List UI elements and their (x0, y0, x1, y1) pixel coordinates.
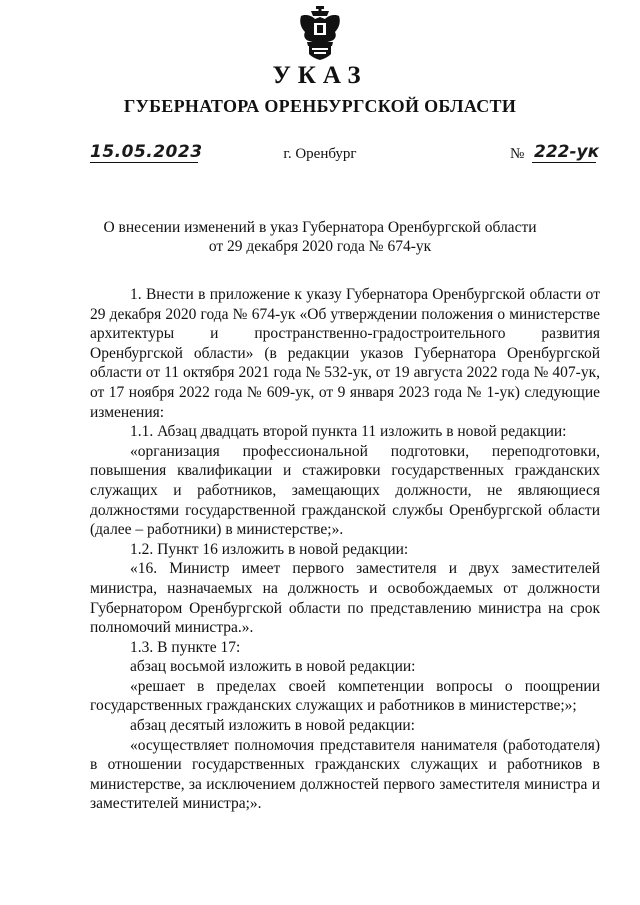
paragraph: «осуществляет полномочия представителя нанимателя (работодателя) в отношении государственных гражданских служащих и работников в министерстве, за исключением должностей первого заместителя министра и заместителей министра;». (90, 736, 600, 813)
document-body (90, 285, 600, 814)
number-underline (532, 162, 596, 163)
document-heading (80, 218, 560, 256)
heading-line-1: О внесении изменений в указ Губернатора Оренбургской области (103, 219, 537, 236)
paragraph: 1.1. Абзац двадцать второй пункта 11 изложить в новой редакции: (130, 423, 567, 441)
document-subtitle: ГУБЕРНАТОРА ОРЕНБУРГСКОЙ ОБЛАСТИ (123, 96, 517, 116)
paragraph: «решает в пределах своей компетенции вопросы о поощрении государственных гражданских служащих и работников в министерстве;»; (90, 677, 600, 715)
paragraph: абзац восьмой изложить в новой редакции: (130, 658, 416, 676)
city-label: г. Оренбург (283, 146, 357, 162)
paragraph: «16. Министр имеет первого заместителя и двух заместителей министра, назначаемых на должность и освобождаемых от должности Губернатором Оренбургской области по представлению министра на срок полномочий министра.». (90, 560, 600, 637)
document-title: УКАЗ (272, 62, 368, 89)
number-value: 222-ук (534, 142, 600, 162)
paragraph: 1.2. Пункт 16 изложить в новой редакции: (130, 540, 409, 558)
coat-of-arms-icon (297, 6, 343, 60)
paragraph: «организация профессиональной подготовки, переподготовки, повышения квалификации и стажировки государственных гражданских служащих и работников, замещающих должности, не являющиеся должностями государственной гражданской службы Оренбургской области (далее – работники) в министерстве;». (90, 442, 600, 539)
number-sign: № (510, 146, 525, 162)
heading-line-2: от 29 декабря 2020 года № 674-ук (208, 238, 432, 255)
paragraph: 1.3. В пункте 17: (130, 638, 241, 656)
paragraph: абзац десятый изложить в новой редакции: (130, 717, 415, 735)
paragraph: 1. Внести в приложение к указу Губернатора Оренбургской области от 29 декабря 2020 года № 674-ук «Об утверждении положения о министерстве архитектуры и пространственно-градостроительного развития Оренбургской области» (в редакции указов Губернатора Оренбургской области от 11 октября 2021 года № 532-ук, от 19 августа 2022 года № 407-ук, от 17 ноября 2022 года № 609-ук, от 9 января 2023 года № 1-ук) следующие изменения: (90, 286, 600, 421)
date-value: 15.05.2023 (90, 142, 203, 162)
